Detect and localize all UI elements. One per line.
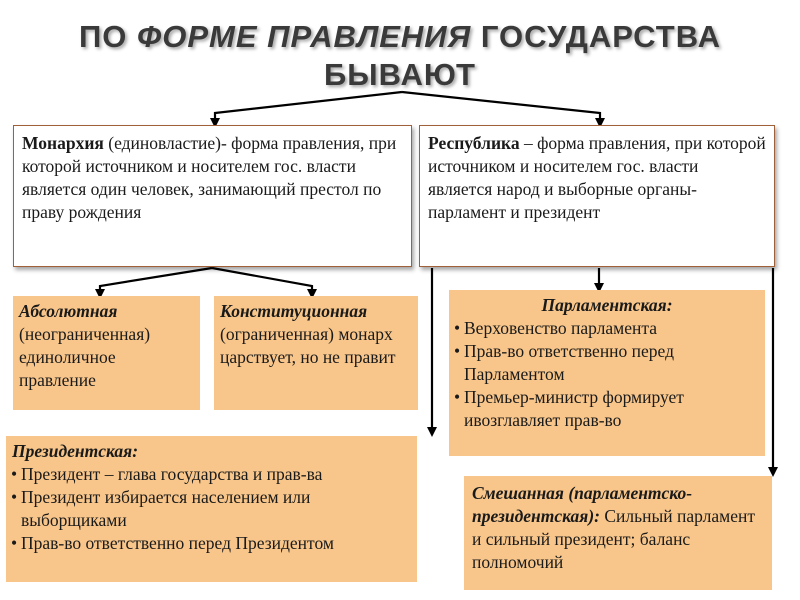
title-part2: ФОРМЕ ПРАВЛЕНИЯ xyxy=(137,19,472,54)
parliamentary-heading: Парламентская: xyxy=(541,295,673,315)
mixed-heading: Смешанная (парламентско-президентская): xyxy=(472,483,693,526)
arrow-to-republic xyxy=(402,92,600,123)
republic-term: Республика xyxy=(428,133,520,153)
arrow-to-monarchy xyxy=(215,92,402,123)
monarchy-definition: (единовластие)- форма правления, при которой источником и носителем гос. власти является один человек, занимающий престол по праву рождения xyxy=(22,133,397,222)
parliamentary-item: • Верховенство парламента xyxy=(455,317,759,340)
absolute-heading: Абсолютная xyxy=(19,301,118,321)
parliamentary-item: • Прав-во ответственно перед Парламентом xyxy=(455,340,759,386)
parliamentary-item: • Премьер-министр формирует ивозглавляет прав-во xyxy=(455,386,759,432)
republic-definition: – форма правления, при которой источником и носителем гос. власти является народ и выборные органы- парламент и президент xyxy=(428,133,766,222)
mixed-republic-box xyxy=(464,476,772,590)
republic-box xyxy=(419,125,775,267)
constitutional-text: (ограниченная) монарх царствует, но не правит xyxy=(220,324,396,367)
presidential-heading: Президентская: xyxy=(12,441,139,461)
parliamentary-republic-box xyxy=(449,290,765,456)
title-line2: БЫВАЮТ xyxy=(324,57,476,92)
presidential-item: • Президент избирается населением или выборщиками xyxy=(12,486,411,532)
mixed-text: Сильный парламент и сильный президент; баланс полномочий xyxy=(472,506,755,572)
absolute-text: (неограниченная) единоличное правление xyxy=(19,324,151,390)
title-part3: ГОСУДАРСТВА xyxy=(480,19,721,54)
monarchy-box xyxy=(13,125,412,267)
arrow-to-constitutional xyxy=(212,268,312,294)
monarchy-term: Монархия xyxy=(22,133,104,153)
title-part1: ПО xyxy=(79,19,128,54)
absolute-monarchy-box xyxy=(13,296,200,410)
parliamentary-list xyxy=(455,317,759,432)
presidential-item: • Президент – глава государства и прав-ва xyxy=(12,463,411,486)
presidential-item: • Прав-во ответственно перед Президентом xyxy=(12,532,411,555)
constitutional-monarchy-box xyxy=(214,296,418,410)
presidential-republic-box xyxy=(6,436,417,582)
constitutional-heading: Конституционная xyxy=(220,301,368,321)
presidential-list xyxy=(12,463,411,555)
arrow-to-absolute xyxy=(100,268,212,294)
